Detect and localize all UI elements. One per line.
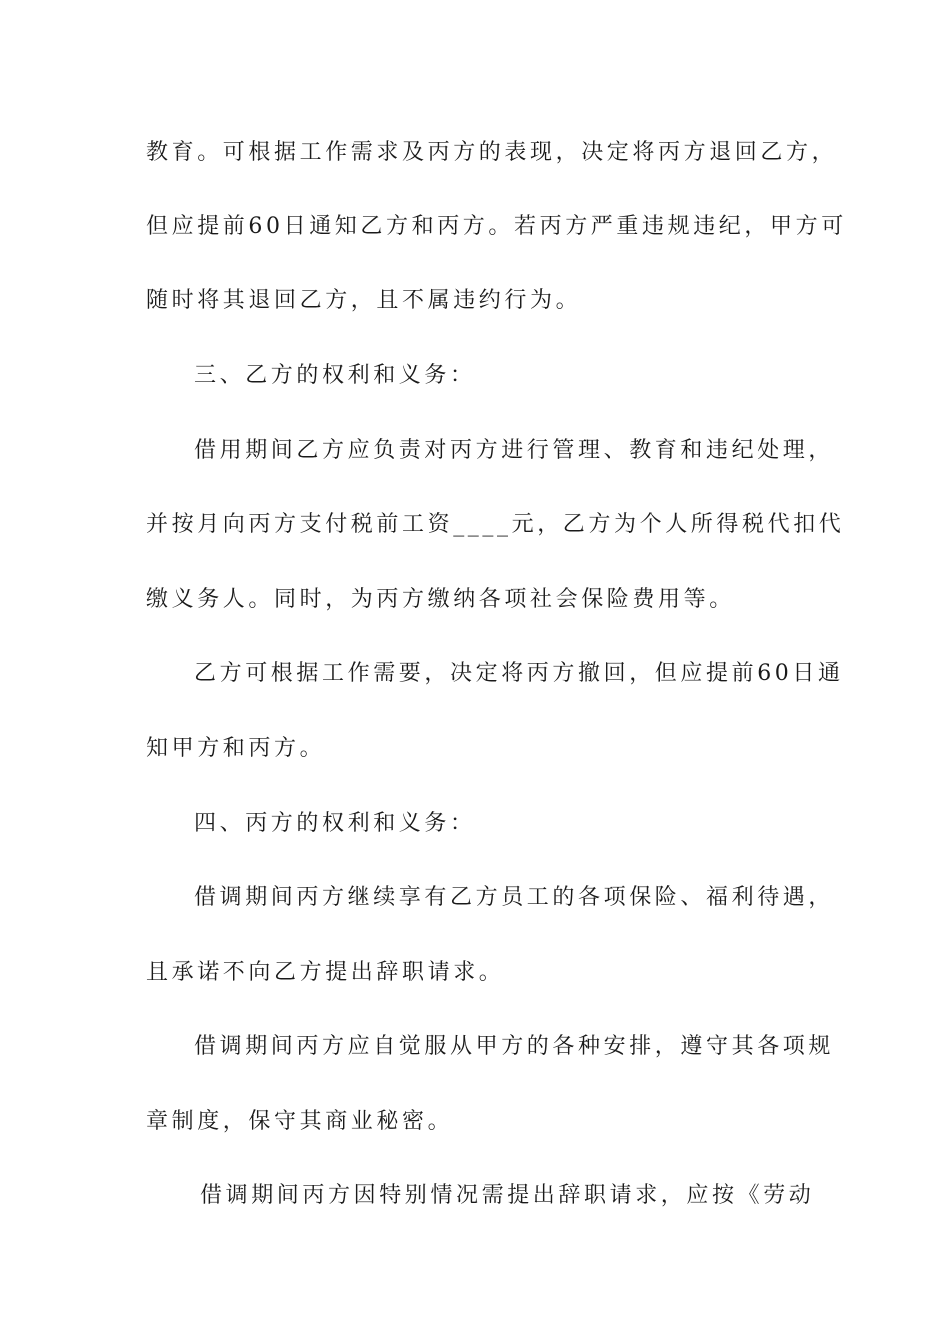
paragraph-line-3: 随时将其退回乙方，且不属违约行为。: [146, 288, 582, 313]
paragraph-line-8: 乙方可根据工作需要，决定将丙方撤回，但应提前60日通: [194, 661, 844, 686]
paragraph-line-1: 教育。可根据工作需求及丙方的表现，决定将丙方退回乙方，: [146, 140, 838, 165]
section-heading-3: 三、乙方的权利和义务：: [194, 363, 476, 388]
paragraph-line-2: 但应提前60日通知乙方和丙方。若丙方严重违规违纪，甲方可: [146, 214, 847, 239]
paragraph-line-14: 章制度，保守其商业秘密。: [146, 1109, 454, 1134]
paragraph-line-6: 并按月向丙方支付税前工资____元，乙方为个人所得税代扣代: [146, 512, 845, 537]
paragraph-line-11: 借调期间丙方继续享有乙方员工的各项保险、福利待遇，: [194, 885, 835, 910]
paragraph-line-15: 借调期间丙方因特别情况需提出辞职请求，应按《劳动: [200, 1183, 815, 1208]
section-heading-4: 四、丙方的权利和义务：: [194, 811, 476, 836]
paragraph-line-12: 且承诺不向乙方提出辞职请求。: [146, 960, 505, 985]
paragraph-line-13: 借调期间丙方应自觉服从甲方的各种安排，遵守其各项规: [194, 1034, 835, 1059]
paragraph-line-9: 知甲方和丙方。: [146, 736, 326, 761]
paragraph-line-7: 缴义务人。同时，为丙方缴纳各项社会保险费用等。: [146, 587, 735, 612]
paragraph-line-5: 借用期间乙方应负责对丙方进行管理、教育和违纪处理，: [194, 438, 835, 463]
